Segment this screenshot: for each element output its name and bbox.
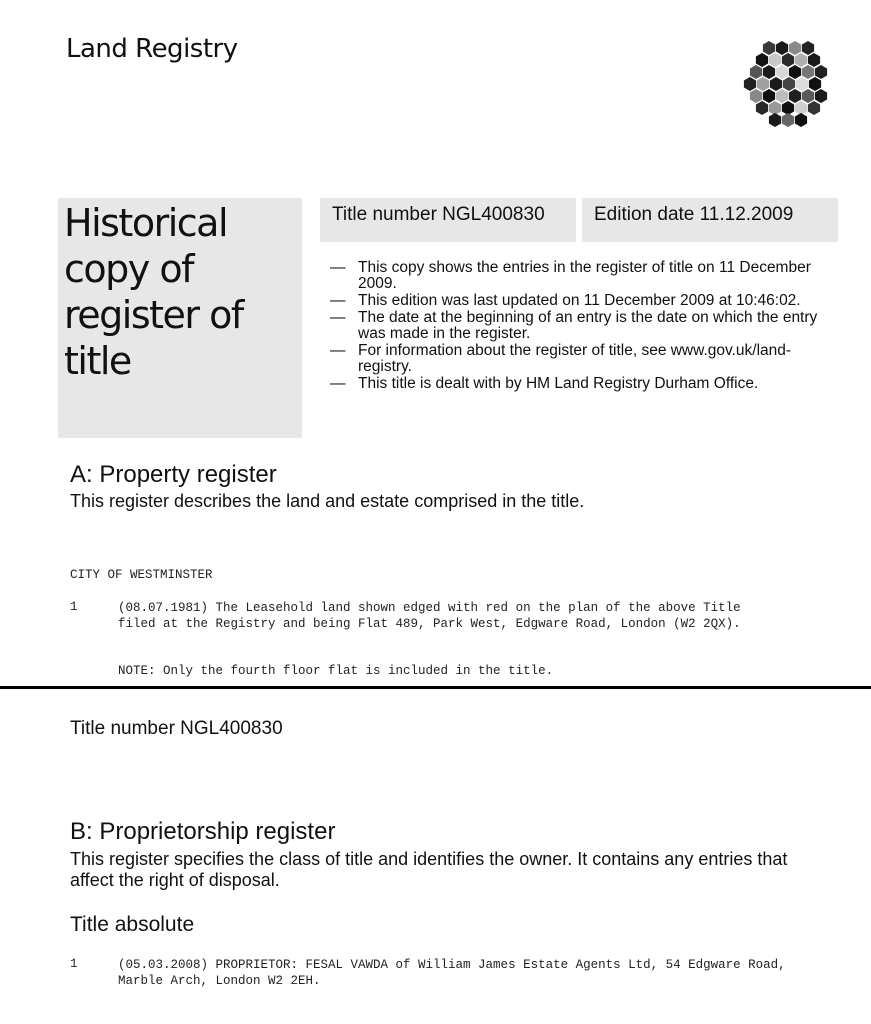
heading-line: register of bbox=[64, 293, 243, 337]
heading-line: title bbox=[64, 339, 131, 383]
proprietorship-register-description: This register specifies the class of title and identifies the owner. It contains any entries that affect the right of disposal. bbox=[70, 849, 788, 890]
page-divider bbox=[0, 686, 871, 689]
info-notes-list bbox=[330, 260, 820, 393]
page-title-number: Title number NGL400830 bbox=[70, 718, 283, 739]
dash-bullet: — bbox=[330, 292, 346, 309]
info-note bbox=[330, 310, 820, 342]
title-number: Title number NGL400830 bbox=[320, 198, 576, 242]
property-register-description: This register describes the land and estate comprised in the title. bbox=[70, 491, 585, 511]
info-note bbox=[330, 343, 820, 375]
district-name: CITY OF WESTMINSTER bbox=[70, 568, 213, 582]
edition-date: Edition date 11.12.2009 bbox=[582, 198, 838, 242]
info-note bbox=[330, 376, 820, 392]
heading-line: Historical bbox=[64, 201, 227, 245]
brand-name: Land Registry bbox=[66, 34, 238, 64]
document-heading bbox=[64, 200, 304, 384]
info-note-text: This edition was last updated on 11 December 2009 at 10:46:02. bbox=[358, 292, 801, 309]
info-note-text: This copy shows the entries in the register of title on 11 December 2009. bbox=[358, 259, 811, 292]
dash-bullet: — bbox=[330, 309, 346, 326]
dash-bullet: — bbox=[330, 342, 346, 359]
property-register-title: A: Property register bbox=[70, 461, 277, 488]
info-note-text: For information about the register of title, see www.gov.uk/land-registry. bbox=[358, 342, 792, 375]
info-note-text: This title is dealt with by HM Land Registry Durham Office. bbox=[358, 375, 759, 392]
info-note bbox=[330, 293, 820, 309]
info-note-text: The date at the beginning of an entry is the date on which the entry was made in the register. bbox=[358, 309, 818, 342]
dash-bullet: — bbox=[330, 259, 346, 276]
entry-text: (05.03.2008) PROPRIETOR: FESAL VAWDA of William James Estate Agents Ltd, 54 Edgware Road, Marble Arch, London W2 2EH. bbox=[118, 958, 786, 988]
heading-line: copy of bbox=[64, 247, 193, 291]
entry-number: 1 bbox=[70, 957, 78, 971]
entry-text: (08.07.1981) The Leasehold land shown edged with red on the plan of the above Title filed at the Registry and being Flat 489, Park West, Edgware Road, London (W2 2QX). bbox=[118, 601, 741, 631]
entry-number: 1 bbox=[70, 600, 78, 614]
dash-bullet: — bbox=[330, 375, 346, 392]
proprietorship-register-title: B: Proprietorship register bbox=[70, 818, 336, 845]
title-class: Title absolute bbox=[70, 913, 195, 936]
info-note bbox=[330, 260, 820, 292]
hexagon-cluster-logo-icon bbox=[742, 40, 832, 128]
entry-note: NOTE: Only the fourth floor flat is included in the title. bbox=[118, 664, 554, 678]
